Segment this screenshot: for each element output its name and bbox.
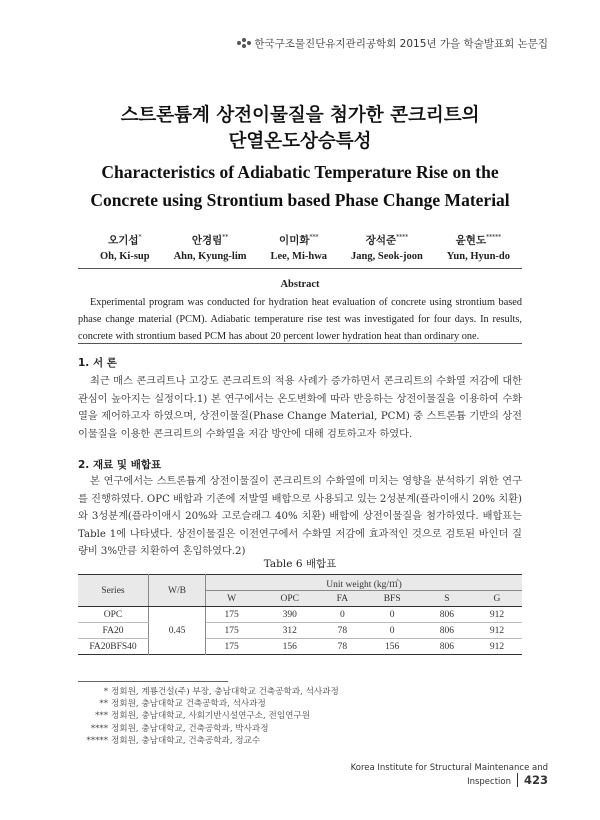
section-heading: 2. 재료 및 배합표 [78,459,162,471]
mix-table [78,574,522,655]
section-text: 최근 매스 콘크리트나 고강도 콘크리트의 적용 사례가 증가하면서 콘크리트의 수화열 저감에 대한 관심이 높아지는 실정이다.1) 본 연구에서는 온도변화에 따라 반응하는 상전이물질을 이용하여 수화열을 제어하고자 하였으며, 상전이물질(Phase Change Material, PCM) 중 스트론튬 기반의 상전이물질을 이용한 콘크리트의 수화열을 저감 방안에 대해 검토하고자 하였다. [78,376,522,440]
footnote: *** 정회원, 충남대학교, 사회기반시설연구소, 전임연구원 [95,711,311,722]
page-number: 423 [517,773,548,787]
table-row: OPC 0.45 175 390 0 0 806 912 [78,607,522,623]
abstract-text: Experimental program was conducted for hydration heat evaluation of concrete using strontium based phase change material (PCM). Adiabatic temperature rise test was investigated for four days. In results, concrete with strontium based PCM has about 20 percent lower hydration heat than ordinary one. [78,297,522,342]
running-header [0,36,548,51]
divider [78,268,522,269]
footnote: ** 정회원, 충남대학교 건축공학과, 석사과정 [99,699,266,710]
col-header: BFS [362,591,421,607]
footnote: * 정회원, 계룡건설(주) 부장, 충남대학교 건축공학과, 석사과정 [103,687,339,697]
title-english-line1: Characteristics of Adiabatic Temperature Rise on the [101,162,499,182]
section-heading: 1. 서 론 [78,357,117,369]
author: 장석준**** Jang, Seok-joon [351,234,423,262]
author-list [100,230,510,264]
col-header: S [422,591,472,607]
col-header: W [206,591,258,607]
col-header-wb: W/B [149,575,206,607]
dots-icon [237,38,251,48]
footer-institute: Korea Institute for Structural Maintenance and Inspection [350,763,548,787]
title-korean-line2: 단열온도상승특성 [228,131,372,152]
divider [78,343,522,344]
section-text: 본 연구에서는 스트론튬계 상전이물질이 콘크리트의 수화열에 미치는 영향을 분석하기 위한 연구를 진행하였다. OPC 배합과 기존에 저발열 배합으로 사용되고 있는 2성분계(플라이애시 20% 치환)와 3성분계(플라이애시 20%와 고로슬래그 40% 치환) 배합에 상전이물질을 첨가하였다. 배합표는 Table 1에 나타냈다. 상전이물질은 이전연구에서 수화열 저감에 효과적인 것으로 검토된 바인더 질량비 3%만큼 치환하여 혼입하였다.2) [78,476,522,557]
title-korean-line1: 스트론튬계 상전이물질을 첨가한 콘크리트의 [120,105,480,126]
table-row: FA20 175 312 78 0 806 912 [78,623,522,639]
footnote: ***** 정회원, 충남대학교, 건축공학과, 정교수 [86,735,261,746]
author: 오기섭* Oh, Ki-sup [100,234,150,262]
author: 이미화*** Lee, Mi-hwa [270,234,328,262]
col-header: FA [322,591,362,607]
footnote-divider [78,681,228,682]
title-english-line2: Concrete using Strontium based Phase Change Material [90,190,510,210]
col-header-series: Series [78,575,149,607]
journal-name: 한국구조물진단유지관리공학회 2015년 가을 학술발표회 논문집 [254,38,548,50]
author: 안경림** Ahn, Kyung-lim [173,234,247,262]
author: 윤현도***** Yun, Hyun-do [446,234,510,262]
col-header-unit-weight: Unit weight (kg/㎥) [206,575,523,591]
table-caption: Table 6 배합표 [263,558,337,570]
table-row: FA20BFS40 175 156 78 156 806 912 [78,639,522,655]
col-header: G [472,591,522,607]
abstract-heading: Abstract [280,279,320,290]
footnote: **** 정회원, 충남대학교, 건축공학과, 박사과정 [90,723,269,734]
page-footer [300,763,548,787]
footnotes [78,686,478,747]
wb-value: 0.45 [149,607,206,655]
col-header: OPC [257,591,322,607]
